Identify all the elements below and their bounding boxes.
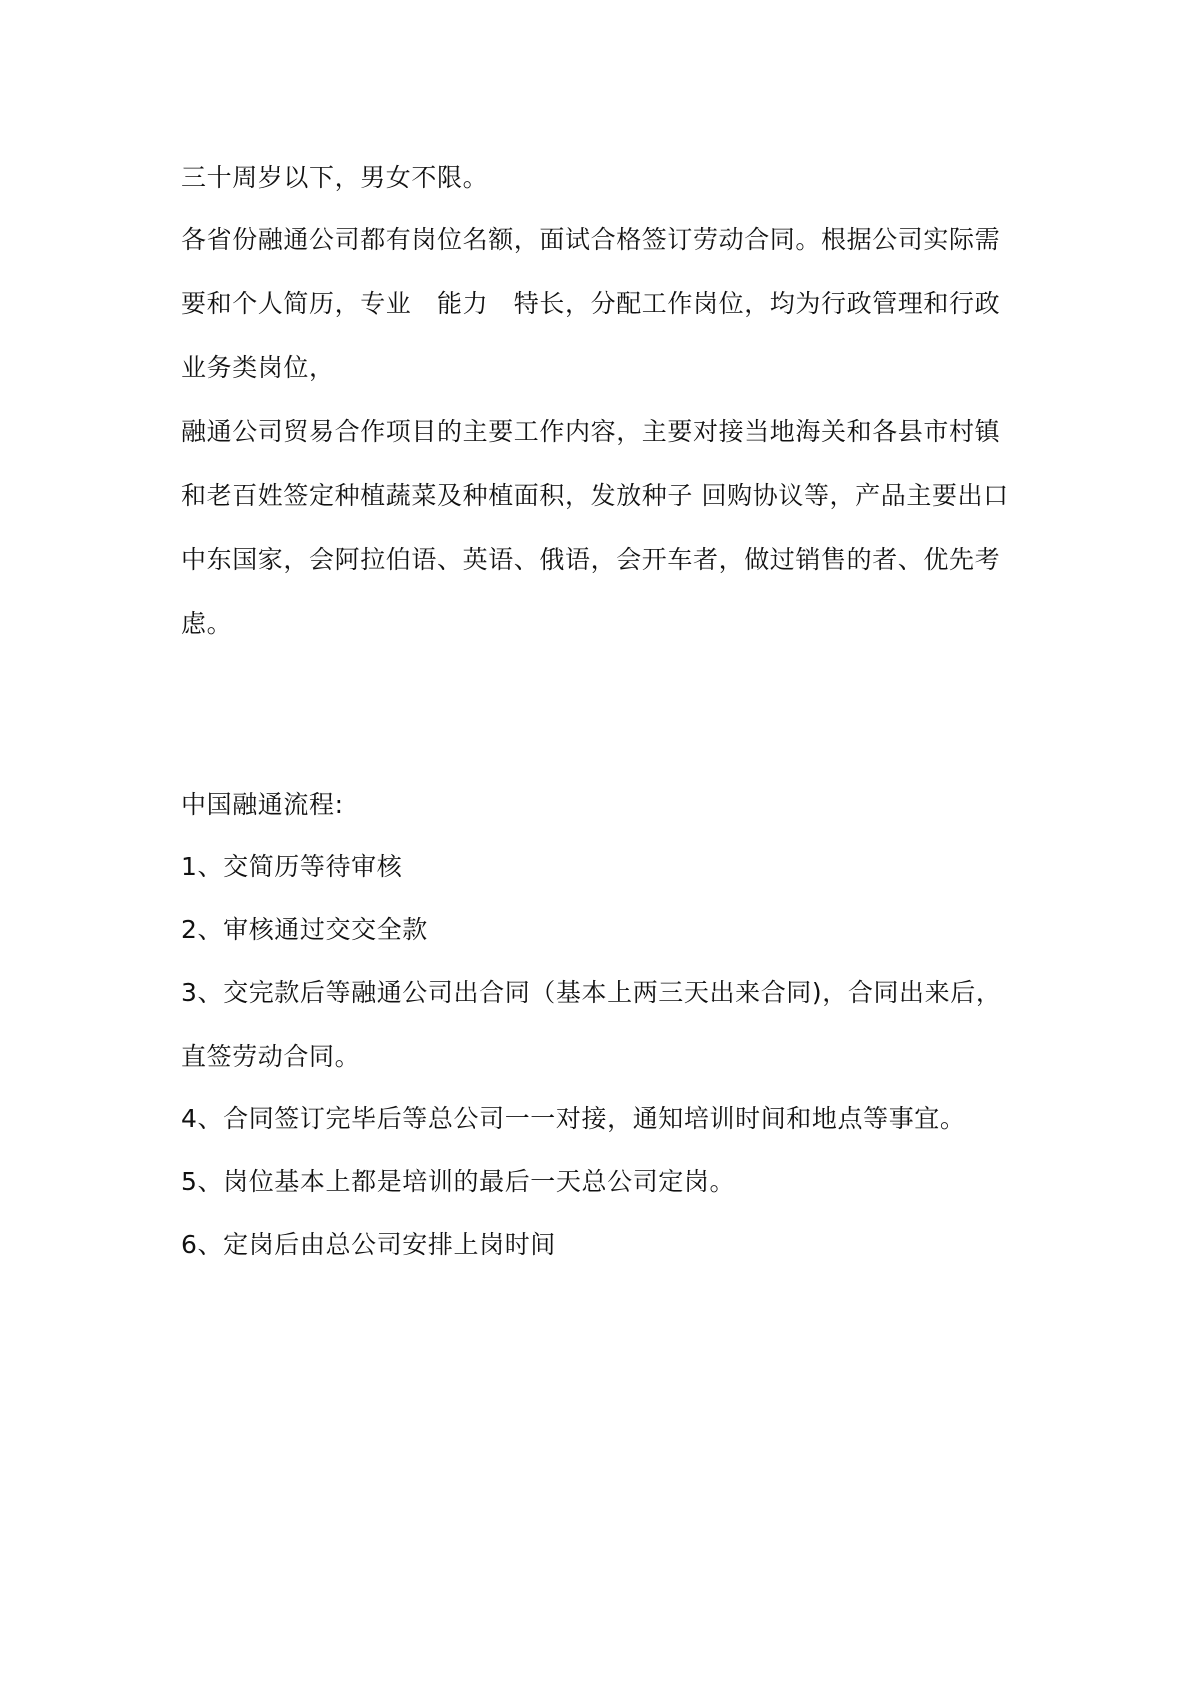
work-content-paragraph: 融通公司贸易合作项目的主要工作内容，主要对接当地海关和各县市村镇和老百姓签定种植蔬菜及种植面积，发放种子 回购协议等，产品主要出口中东国家，会阿拉伯语、英语、俄语，会开车者，做过销售的者、优先考虑。: [181, 417, 1009, 638]
process-step: 4、合同签订完毕后等总公司一一对接，通知培训时间和地点等事宜。: [181, 1104, 966, 1133]
process-step: 2、审核通过交交全款: [181, 915, 428, 944]
process-step: 6、定岗后由总公司安排上岗时间: [181, 1230, 556, 1259]
positions-paragraph: 各省份融通公司都有岗位名额，面试合格签订劳动合同。根据公司实际需要和个人简历，专业 能力 特长，分配工作岗位，均为行政管理和行政业务类岗位，: [181, 225, 1001, 382]
process-title: 中国融通流程:: [181, 790, 344, 819]
process-step: 3、交完款后等融通公司出合同（基本上两三天出来合同)，合同出来后，直签劳动合同。: [181, 978, 1002, 1071]
process-step: 1、交简历等待审核: [181, 852, 403, 881]
requirement-paragraph: 三十周岁以下，男女不限。: [181, 163, 489, 192]
process-step: 5、岗位基本上都是培训的最后一天总公司定岗。: [181, 1167, 736, 1196]
